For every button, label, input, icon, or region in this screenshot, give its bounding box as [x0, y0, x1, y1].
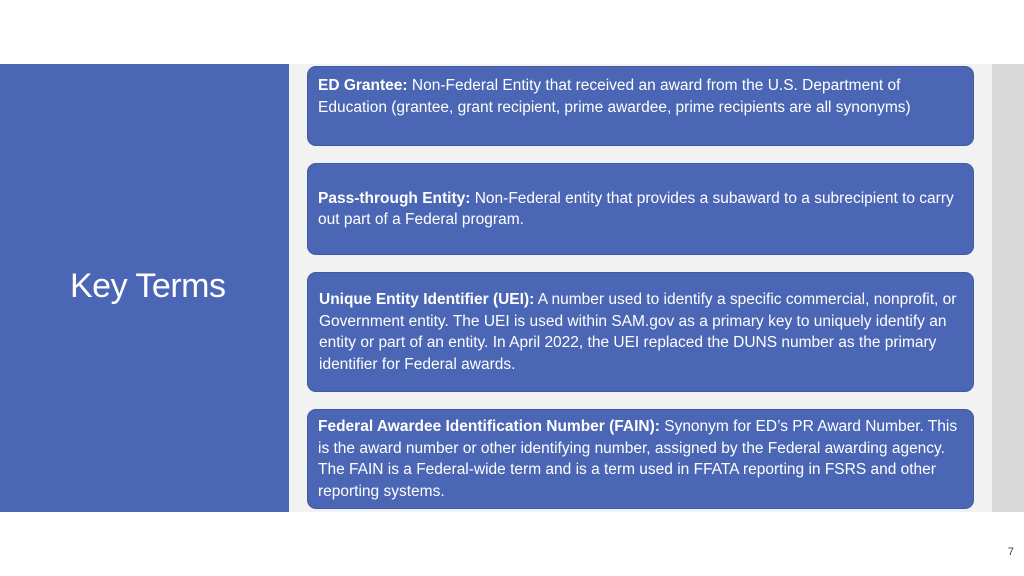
- page-number: 7: [1007, 546, 1014, 558]
- term-card-ed-grantee: [307, 66, 974, 146]
- term-label: Unique Entity Identifier (UEI):: [319, 291, 535, 308]
- term-card-pass-through-entity: [307, 163, 974, 255]
- term-definition: A number used to identify a specific commercial, nonprofit, or Government entity. The UEI is used within SAM.gov as a primary key to uniquely identify an entity or part of an entity. In April 2022, the UEI replaced the DUNS number as the primary identifier for Federal awards.: [319, 291, 957, 373]
- term-definition: Non-Federal Entity that received an award from the U.S. Department of Education (grantee, grant recipient, prime awardee, prime recipients are all synonyms): [318, 77, 911, 116]
- term-text: [318, 416, 963, 502]
- term-label: ED Grantee:: [318, 77, 408, 94]
- term-text: [318, 75, 963, 118]
- term-label: Pass-through Entity:: [318, 189, 471, 207]
- term-label: Federal Awardee Identification Number (FAIN):: [318, 418, 660, 435]
- term-definition: Non-Federal entity that provides a subaward to a subrecipient to carry out part of a Federal program.: [318, 189, 954, 228]
- page-title: Key Terms: [70, 267, 226, 305]
- term-definition: Synonym for ED’s PR Award Number. This is the award number or other identifying number, assigned by the Federal awarding agency. The FAIN is a Federal-wide term and is a term used in FFATA reporting in FSRS and other reporting systems.: [318, 418, 958, 500]
- term-card-fain: [307, 409, 974, 509]
- term-card-uei: [307, 272, 974, 392]
- term-text: [318, 188, 963, 231]
- term-text: [319, 289, 963, 375]
- right-strip: [992, 64, 1024, 512]
